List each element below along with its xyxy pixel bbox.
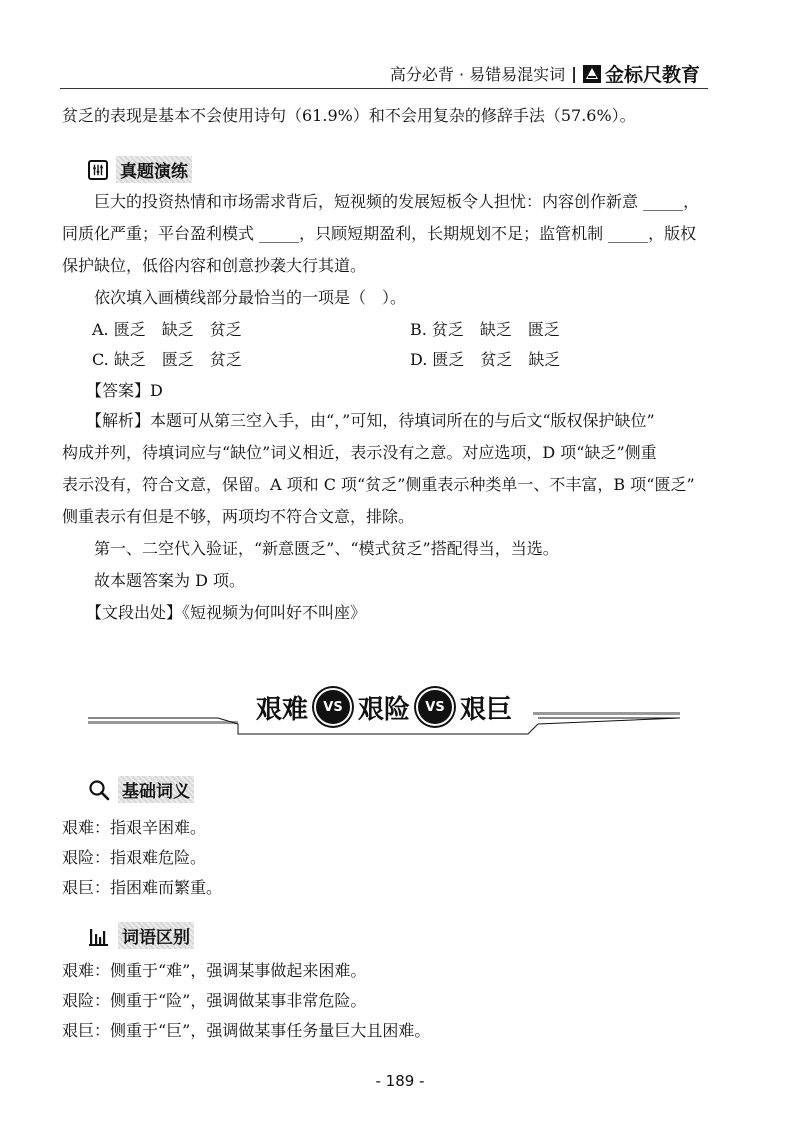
comparison-words [88, 688, 680, 726]
vs-badge-1: VS [314, 688, 352, 726]
running-header [390, 60, 700, 87]
header-series-title: 高分必背 · 易错易混实词 [389, 65, 566, 84]
brand-logo-icon [583, 65, 601, 83]
brand-name: 金标尺教育 [604, 64, 700, 86]
sliders-icon [88, 160, 108, 180]
answer: 【答案】D [86, 381, 163, 400]
title-word-3: 艰巨 [460, 694, 513, 725]
option-d: D. 匮乏 贫乏 缺乏 [410, 350, 561, 369]
header-rule [60, 88, 708, 89]
basic-meaning-line-1: 艰难：指艰辛困难。 [62, 818, 207, 837]
analysis-line-1: 【解析】本题可从第三空入手，由“，”可知，待填词所在的与后文“版权保护缺位” [86, 411, 655, 430]
intro-line: 贫乏的表现是基本不会使用诗句（61.9%）和不会用复杂的修辞手法（57.6%）。 [62, 106, 636, 125]
bar-chart-icon [88, 925, 110, 947]
page-number: - 189 - [375, 1072, 425, 1090]
practice-label: 真题演练 [116, 156, 192, 183]
option-c: C. 缺乏 匮乏 贫乏 [92, 350, 242, 369]
option-b: B. 贫乏 缺乏 匮乏 [410, 320, 560, 339]
practice-section-label [88, 156, 192, 183]
brand [583, 60, 700, 87]
analysis-line-3: 表示没有，符合文意，保留。A 项和 C 项“贫乏”侧重表示种类单一、不丰富，B 项“匮乏” [62, 475, 695, 494]
vs-badge-2: VS [416, 688, 454, 726]
basic-meaning-label: 基础词义 [118, 776, 194, 803]
distinction-line-1: 艰难：侧重于“难”，强调某事做起来困难。 [62, 961, 367, 980]
passage-line-1: 巨大的投资热情和市场需求背后，短视频的发展短板令人担忧：内容创作新意 _____， [94, 192, 700, 211]
verify-line: 第一、二空代入验证，“新意匮乏”、“模式贫乏”搭配得当，当选。 [94, 539, 559, 558]
passage-line-2: 同质化严重；平台盈利模式 _____，只顾短期盈利，长期规划不足；监管机制 _____，版权 [62, 224, 697, 243]
conclusion-line: 故本题答案为 D 项。 [94, 571, 246, 590]
passage-line-3: 保护缺位，低俗内容和创意抄袭大行其道。 [62, 256, 367, 275]
basic-meaning-line-2: 艰险：指艰难危险。 [62, 848, 207, 867]
search-icon [88, 779, 110, 801]
source-line: 【文段出处】《短视频为何叫好不叫座》 [86, 603, 367, 622]
comparison-title-banner [88, 688, 680, 738]
header-separator: | [571, 64, 577, 83]
option-a: A. 匮乏 缺乏 贫乏 [92, 320, 242, 339]
title-word-1: 艰难 [255, 694, 308, 725]
distinction-section-label [88, 922, 194, 949]
basic-meaning-section-label [88, 776, 194, 803]
basic-meaning-line-3: 艰巨：指困难而繁重。 [62, 878, 223, 897]
analysis-line-4: 侧重表示有但是不够，两项均不符合文意，排除。 [62, 507, 415, 526]
analysis-line-2: 构成并列，待填词应与“缺位”词义相近，表示没有之意。对应选项，D 项“缺乏”侧重 [62, 443, 657, 462]
distinction-line-2: 艰险：侧重于“险”，强调做某事非常危险。 [62, 991, 367, 1010]
distinction-label: 词语区别 [118, 922, 194, 949]
distinction-line-3: 艰巨：侧重于“巨”，强调做某事任务量巨大且困难。 [62, 1021, 431, 1040]
question: 依次填入画横线部分最恰当的一项是（ ）。 [94, 288, 407, 307]
title-word-2: 艰险 [357, 694, 410, 725]
